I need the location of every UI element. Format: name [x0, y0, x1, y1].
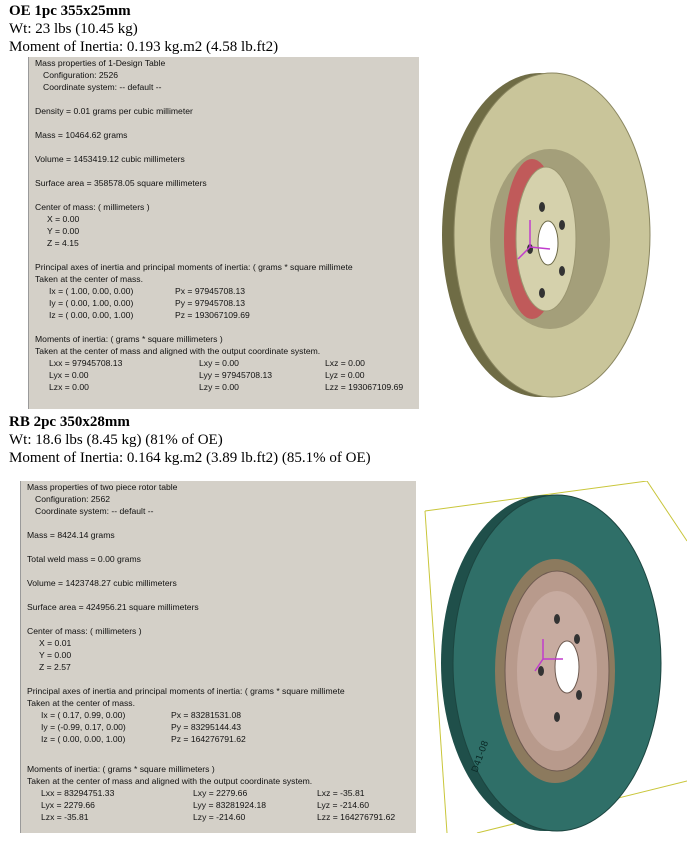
com-y: Y = 0.00	[47, 226, 80, 236]
rb-lug-hole	[538, 666, 544, 676]
com-x: X = 0.01	[39, 638, 72, 648]
principal-iy: Iy = (-0.99, 0.17, 0.00)	[41, 722, 126, 732]
principal-axes-sub: Taken at the center of mass.	[27, 698, 135, 708]
rb-rotor-render	[417, 481, 687, 833]
surface-area: Surface area = 424956.21 square millimeters	[27, 602, 199, 612]
moments-heading: Moments of inertia: ( grams * square millimeters )	[35, 334, 223, 344]
weld-mass: Total weld mass = 0.00 grams	[27, 554, 141, 564]
moment-lzx: Lzx = -35.81	[41, 812, 89, 822]
rb-weight: Wt: 18.6 lbs (8.45 kg) (81% of OE)	[9, 432, 223, 448]
moment-lxx: Lxx = 83294751.33	[41, 788, 115, 798]
moment-lxz: Lxz = -35.81	[317, 788, 365, 798]
moment-lzz: Lzz = 164276791.62	[317, 812, 396, 822]
oe-weight: Wt: 23 lbs (10.45 kg)	[9, 21, 138, 37]
coordinate-system: Coordinate system: -- default --	[35, 506, 154, 516]
oe-lug-hole	[539, 202, 545, 212]
oe-lug-hole	[559, 266, 565, 276]
rb-title: RB 2pc 350x28mm	[9, 414, 130, 430]
moments-sub: Taken at the center of mass and aligned with the output coordinate system.	[35, 346, 321, 356]
moment-lyx: Lyx = 0.00	[49, 370, 89, 380]
moment-lxy: Lxy = 0.00	[199, 358, 239, 368]
com-y: Y = 0.00	[39, 650, 72, 660]
principal-px: Px = 83281531.08	[171, 710, 242, 720]
moment-lyy: Lyy = 97945708.13	[199, 370, 273, 380]
rb-rotor-marking: D41-08	[470, 739, 492, 775]
com-z: Z = 4.15	[47, 238, 79, 248]
rb-inertia: Moment of Inertia: 0.164 kg.m2 (3.89 lb.ft2) (85.1% of OE)	[9, 450, 371, 466]
moments-heading: Moments of inertia: ( grams * square millimeters )	[27, 764, 215, 774]
principal-axes-heading: Principal axes of inertia and principal moments of inertia: ( grams * square millimete	[35, 262, 353, 272]
report-heading: Mass properties of two piece rotor table	[27, 482, 178, 492]
oe-center-bore	[538, 221, 558, 265]
mass: Mass = 8424.14 grams	[27, 530, 115, 540]
moment-lxx: Lxx = 97945708.13	[49, 358, 123, 368]
rb-center-bore	[555, 641, 579, 693]
volume: Volume = 1423748.27 cubic millimeters	[27, 578, 177, 588]
com-z: Z = 2.57	[39, 662, 71, 672]
principal-axes-sub: Taken at the center of mass.	[35, 274, 143, 284]
mass: Mass = 10464.62 grams	[35, 130, 128, 140]
principal-py: Py = 97945708.13	[175, 298, 246, 308]
density: Density = 0.01 grams per cubic millimeter	[35, 106, 193, 116]
principal-pz: Pz = 164276791.62	[171, 734, 246, 744]
principal-py: Py = 83295144.43	[171, 722, 242, 732]
moment-lzz: Lzz = 193067109.69	[325, 382, 404, 392]
oe-inertia: Moment of Inertia: 0.193 kg.m2 (4.58 lb.ft2)	[9, 39, 279, 55]
moment-lyz: Lyz = 0.00	[325, 370, 365, 380]
volume: Volume = 1453419.12 cubic millimeters	[35, 154, 185, 164]
oe-title: OE 1pc 355x25mm	[9, 3, 131, 19]
principal-px: Px = 97945708.13	[175, 286, 246, 296]
principal-ix: Ix = ( 1.00, 0.00, 0.00)	[49, 286, 134, 296]
rb-rotor-image	[417, 481, 687, 833]
moment-lyz: Lyz = -214.60	[317, 800, 369, 810]
moment-lzx: Lzx = 0.00	[49, 382, 89, 392]
moment-lyy: Lyy = 83281924.18	[193, 800, 267, 810]
principal-axes-heading: Principal axes of inertia and principal moments of inertia: ( grams * square millimete	[27, 686, 345, 696]
principal-iy: Iy = ( 0.00, 1.00, 0.00)	[49, 298, 134, 308]
report-heading: Mass properties of 1-Design Table	[35, 58, 166, 68]
center-of-mass-heading: Center of mass: ( millimeters )	[27, 626, 142, 636]
center-of-mass-heading: Center of mass: ( millimeters )	[35, 202, 150, 212]
principal-pz: Pz = 193067109.69	[175, 310, 250, 320]
rb-lug-hole	[554, 614, 560, 624]
oe-lug-hole	[539, 288, 545, 298]
moments-sub: Taken at the center of mass and aligned with the output coordinate system.	[27, 776, 313, 786]
moment-lxz: Lxz = 0.00	[325, 358, 365, 368]
moment-lzy: Lzy = -214.60	[193, 812, 246, 822]
principal-iz: Iz = ( 0.00, 0.00, 1.00)	[41, 734, 126, 744]
configuration: Configuration: 2526	[43, 70, 119, 80]
rb-header	[9, 413, 371, 467]
rb-lug-hole	[554, 712, 560, 722]
oe-mass-properties-panel	[28, 57, 419, 409]
rb-lug-hole	[576, 690, 582, 700]
rb-mass-properties-panel	[20, 481, 416, 833]
principal-iz: Iz = ( 0.00, 0.00, 1.00)	[49, 310, 134, 320]
rb-lug-hole	[574, 634, 580, 644]
oe-rotor-render	[420, 57, 688, 409]
configuration: Configuration: 2562	[35, 494, 111, 504]
oe-lug-hole	[559, 220, 565, 230]
oe-header	[9, 2, 278, 56]
moment-lzy: Lzy = 0.00	[199, 382, 239, 392]
principal-ix: Ix = ( 0.17, 0.99, 0.00)	[41, 710, 126, 720]
moment-lyx: Lyx = 2279.66	[41, 800, 95, 810]
com-x: X = 0.00	[47, 214, 80, 224]
surface-area: Surface area = 358578.05 square millimeters	[35, 178, 207, 188]
oe-rotor-image	[420, 57, 688, 409]
coordinate-system: Coordinate system: -- default --	[43, 82, 162, 92]
moment-lxy: Lxy = 2279.66	[193, 788, 248, 798]
